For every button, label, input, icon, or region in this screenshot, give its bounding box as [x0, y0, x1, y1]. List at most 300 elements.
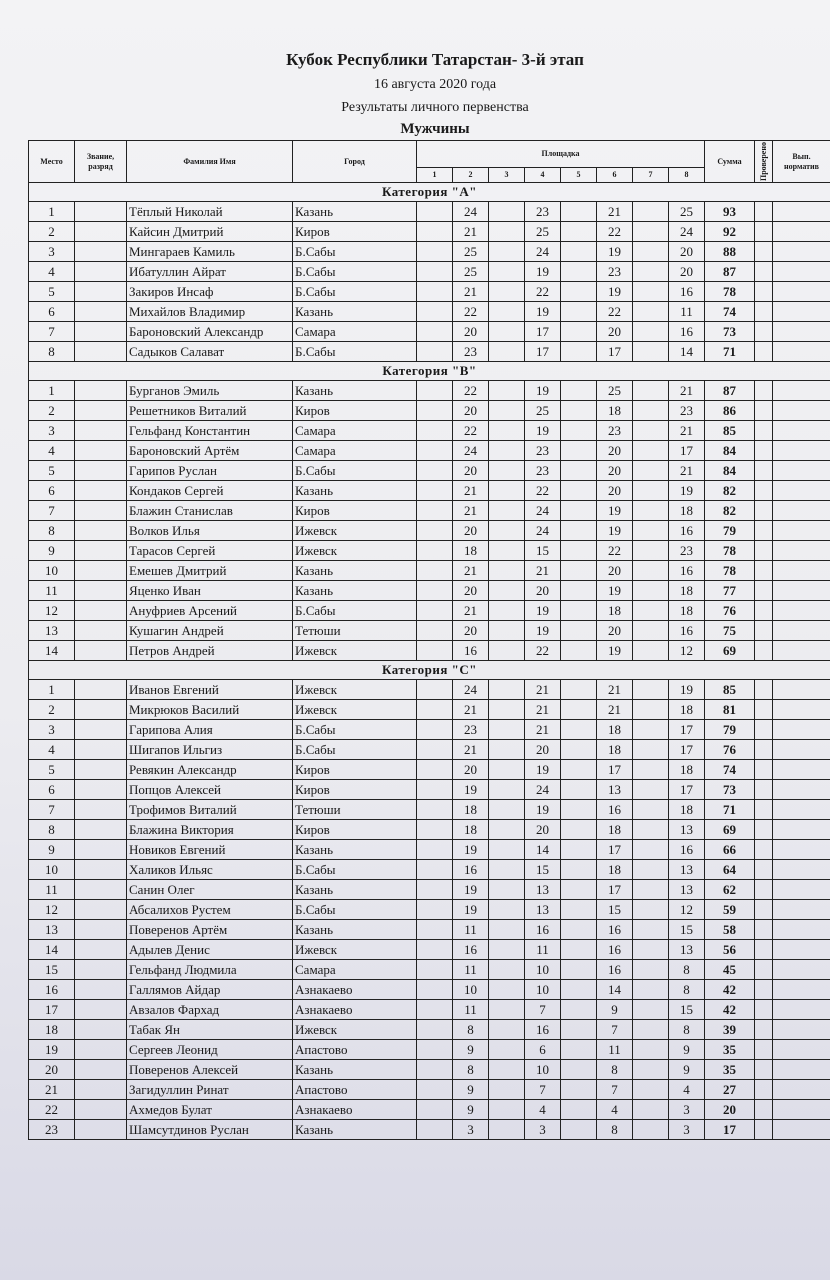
platform-score-cell — [489, 501, 525, 521]
name-cell: Мингараев Камиль — [127, 242, 293, 262]
rank-cell — [75, 960, 127, 980]
city-cell: Ижевск — [293, 541, 417, 561]
name-cell: Поверенов Артём — [127, 920, 293, 940]
place-cell: 11 — [29, 880, 75, 900]
platform-score-cell: 19 — [453, 880, 489, 900]
check-cell — [755, 1000, 773, 1020]
check-cell — [755, 541, 773, 561]
platform-score-cell: 22 — [597, 222, 633, 242]
platform-score-cell — [633, 202, 669, 222]
place-cell: 10 — [29, 561, 75, 581]
platform-score-cell: 15 — [669, 1000, 705, 1020]
city-cell: Апастово — [293, 1080, 417, 1100]
check-cell — [755, 1020, 773, 1040]
platform-score-cell — [633, 381, 669, 401]
platform-score-cell: 19 — [525, 601, 561, 621]
name-cell: Кайсин Дмитрий — [127, 222, 293, 242]
place-cell: 7 — [29, 322, 75, 342]
sum-cell: 20 — [705, 1100, 755, 1120]
check-cell — [755, 302, 773, 322]
table-row — [29, 760, 830, 780]
city-cell: Азнакаево — [293, 1000, 417, 1020]
platform-score-cell — [561, 561, 597, 581]
platform-score-cell — [561, 780, 597, 800]
sum-cell: 92 — [705, 222, 755, 242]
check-cell — [755, 461, 773, 481]
sum-cell: 84 — [705, 461, 755, 481]
platform-score-cell: 23 — [597, 262, 633, 282]
platform-score-cell — [417, 501, 453, 521]
name-cell: Петров Андрей — [127, 641, 293, 661]
platform-score-cell: 11 — [453, 1000, 489, 1020]
table-row — [29, 342, 830, 362]
platform-score-cell — [633, 840, 669, 860]
name-cell: Кушагин Андрей — [127, 621, 293, 641]
city-cell: Киров — [293, 760, 417, 780]
check-cell — [755, 561, 773, 581]
table-row — [29, 1040, 830, 1060]
platform-score-cell — [561, 1040, 597, 1060]
platform-score-cell: 18 — [453, 541, 489, 561]
platform-score-cell — [633, 561, 669, 581]
sum-cell: 69 — [705, 641, 755, 661]
name-cell: Шамсутдинов Руслан — [127, 1120, 293, 1140]
platform-score-cell — [633, 262, 669, 282]
norm-cell — [773, 980, 830, 1000]
rank-cell — [75, 1080, 127, 1100]
results-body — [29, 183, 830, 1140]
platform-score-cell: 16 — [597, 940, 633, 960]
platform-score-cell: 22 — [525, 282, 561, 302]
city-cell: Казань — [293, 581, 417, 601]
sum-cell: 17 — [705, 1120, 755, 1140]
name-cell: Шигапов Ильгиз — [127, 740, 293, 760]
platform-score-cell: 22 — [453, 302, 489, 322]
platform-score-cell: 19 — [525, 800, 561, 820]
platform-score-cell: 18 — [669, 800, 705, 820]
platform-score-cell — [417, 1100, 453, 1120]
platform-score-cell: 4 — [597, 1100, 633, 1120]
check-cell — [755, 521, 773, 541]
platform-score-cell — [489, 641, 525, 661]
city-cell: Казань — [293, 561, 417, 581]
rank-cell — [75, 501, 127, 521]
platform-score-cell: 20 — [453, 521, 489, 541]
platform-score-cell — [633, 1100, 669, 1120]
platform-score-cell — [633, 800, 669, 820]
place-cell: 3 — [29, 242, 75, 262]
city-cell: Б.Сабы — [293, 720, 417, 740]
platform-score-cell: 16 — [597, 800, 633, 820]
table-row — [29, 720, 830, 740]
platform-score-cell: 19 — [597, 501, 633, 521]
platform-score-cell: 16 — [453, 641, 489, 661]
platform-score-cell: 18 — [669, 760, 705, 780]
platform-score-cell: 11 — [453, 960, 489, 980]
platform-score-cell — [417, 1020, 453, 1040]
platform-score-cell: 10 — [525, 980, 561, 1000]
platform-score-cell: 21 — [525, 561, 561, 581]
sum-cell: 78 — [705, 282, 755, 302]
platform-score-cell: 16 — [453, 860, 489, 880]
platform-score-cell: 23 — [669, 401, 705, 421]
sum-cell: 58 — [705, 920, 755, 940]
rank-cell — [75, 1000, 127, 1020]
platform-score-cell: 21 — [453, 601, 489, 621]
platform-score-cell: 18 — [597, 401, 633, 421]
sum-cell: 86 — [705, 401, 755, 421]
platform-score-cell — [561, 860, 597, 880]
sum-cell: 59 — [705, 900, 755, 920]
platform-score-cell: 18 — [669, 501, 705, 521]
norm-cell — [773, 421, 830, 441]
city-cell: Азнакаево — [293, 980, 417, 1000]
platform-score-cell — [417, 521, 453, 541]
platform-score-cell: 10 — [453, 980, 489, 1000]
sum-cell: 39 — [705, 1020, 755, 1040]
platform-score-cell: 17 — [669, 740, 705, 760]
sum-cell: 74 — [705, 760, 755, 780]
platform-score-cell — [417, 800, 453, 820]
platform-score-cell: 16 — [669, 561, 705, 581]
table-row — [29, 780, 830, 800]
check-cell — [755, 1100, 773, 1120]
norm-cell — [773, 381, 830, 401]
platform-score-cell — [561, 760, 597, 780]
platform-score-cell: 14 — [597, 980, 633, 1000]
place-cell: 7 — [29, 501, 75, 521]
platform-score-cell — [489, 1040, 525, 1060]
platform-score-cell: 18 — [669, 700, 705, 720]
platform-score-cell — [417, 621, 453, 641]
rank-cell — [75, 481, 127, 501]
platform-score-cell — [633, 820, 669, 840]
platform-score-cell: 8 — [597, 1120, 633, 1140]
place-cell: 23 — [29, 1120, 75, 1140]
table-row — [29, 242, 830, 262]
norm-cell — [773, 900, 830, 920]
table-row — [29, 282, 830, 302]
norm-cell — [773, 940, 830, 960]
platform-score-cell — [561, 1060, 597, 1080]
platform-score-cell: 13 — [597, 780, 633, 800]
platform-score-cell — [561, 820, 597, 840]
sum-cell: 71 — [705, 800, 755, 820]
platform-score-cell — [633, 780, 669, 800]
platform-score-cell — [561, 680, 597, 700]
city-cell: Тетюши — [293, 621, 417, 641]
platform-score-cell: 20 — [525, 581, 561, 601]
platform-score-cell: 20 — [453, 322, 489, 342]
platform-score-cell — [561, 1000, 597, 1020]
sum-cell: 35 — [705, 1040, 755, 1060]
platform-score-cell — [489, 541, 525, 561]
table-row — [29, 900, 830, 920]
sum-cell: 64 — [705, 860, 755, 880]
platform-score-cell: 13 — [669, 940, 705, 960]
platform-score-cell: 20 — [453, 621, 489, 641]
platform-score-cell: 23 — [453, 342, 489, 362]
platform-score-cell — [417, 401, 453, 421]
norm-cell — [773, 960, 830, 980]
place-cell: 8 — [29, 820, 75, 840]
platform-score-cell: 18 — [597, 860, 633, 880]
sum-cell: 45 — [705, 960, 755, 980]
sum-cell: 66 — [705, 840, 755, 860]
place-cell: 11 — [29, 581, 75, 601]
name-cell: Сергеев Леонид — [127, 1040, 293, 1060]
platform-score-cell: 18 — [669, 581, 705, 601]
platform-score-cell: 17 — [597, 880, 633, 900]
name-cell: Бароновский Александр — [127, 322, 293, 342]
city-cell: Киров — [293, 401, 417, 421]
rank-cell — [75, 760, 127, 780]
platform-score-cell: 4 — [525, 1100, 561, 1120]
platform-score-cell — [633, 980, 669, 1000]
city-cell: Б.Сабы — [293, 342, 417, 362]
city-cell: Апастово — [293, 1040, 417, 1060]
city-cell: Самара — [293, 441, 417, 461]
platform-score-cell — [633, 601, 669, 621]
rank-cell — [75, 541, 127, 561]
name-cell: Михайлов Владимир — [127, 302, 293, 322]
norm-cell — [773, 561, 830, 581]
platform-score-cell — [633, 1040, 669, 1060]
platform-score-cell — [633, 940, 669, 960]
platform-score-cell: 21 — [669, 461, 705, 481]
rank-cell — [75, 641, 127, 661]
place-cell: 7 — [29, 800, 75, 820]
platform-score-cell: 13 — [669, 860, 705, 880]
platform-score-cell: 3 — [669, 1120, 705, 1140]
platform-score-cell — [489, 242, 525, 262]
platform-score-cell — [489, 1020, 525, 1040]
platform-score-cell: 21 — [597, 680, 633, 700]
platform-score-cell — [417, 282, 453, 302]
platform-score-cell: 25 — [453, 242, 489, 262]
table-row — [29, 1120, 830, 1140]
platform-score-cell — [489, 601, 525, 621]
platform-score-cell: 11 — [669, 302, 705, 322]
rank-cell — [75, 800, 127, 820]
norm-cell — [773, 1120, 830, 1140]
platform-score-cell: 20 — [597, 621, 633, 641]
place-cell: 2 — [29, 401, 75, 421]
place-cell: 3 — [29, 720, 75, 740]
rank-cell — [75, 421, 127, 441]
city-cell: Б.Сабы — [293, 601, 417, 621]
name-cell: Тарасов Сергей — [127, 541, 293, 561]
platform-score-cell: 17 — [597, 342, 633, 362]
platform-score-cell: 25 — [525, 222, 561, 242]
norm-cell — [773, 820, 830, 840]
rank-cell — [75, 202, 127, 222]
name-cell: Авзалов Фархад — [127, 1000, 293, 1020]
name-cell: Галлямов Айдар — [127, 980, 293, 1000]
platform-score-cell — [417, 202, 453, 222]
platform-score-cell — [561, 960, 597, 980]
check-cell — [755, 401, 773, 421]
platform-score-cell: 3 — [669, 1100, 705, 1120]
platform-score-cell — [561, 900, 597, 920]
norm-cell — [773, 740, 830, 760]
platform-score-cell — [561, 401, 597, 421]
platform-score-cell: 22 — [597, 302, 633, 322]
norm-cell — [773, 1000, 830, 1020]
platform-score-cell — [489, 621, 525, 641]
place-cell: 1 — [29, 202, 75, 222]
platform-score-cell: 8 — [453, 1020, 489, 1040]
sum-cell: 77 — [705, 581, 755, 601]
platform-score-cell — [561, 720, 597, 740]
norm-cell — [773, 222, 830, 242]
name-cell: Ревякин Александр — [127, 760, 293, 780]
platform-score-cell — [417, 461, 453, 481]
check-cell — [755, 780, 773, 800]
platform-score-cell: 13 — [669, 880, 705, 900]
platform-score-cell — [489, 521, 525, 541]
platform-score-cell: 18 — [597, 820, 633, 840]
city-cell: Б.Сабы — [293, 282, 417, 302]
platform-score-cell — [633, 860, 669, 880]
platform-score-cell: 21 — [453, 501, 489, 521]
platform-score-cell — [417, 222, 453, 242]
city-cell: Тетюши — [293, 800, 417, 820]
platform-score-cell — [633, 760, 669, 780]
check-cell — [755, 1040, 773, 1060]
platform-score-cell: 15 — [597, 900, 633, 920]
rank-cell — [75, 1120, 127, 1140]
table-row — [29, 920, 830, 940]
sum-cell: 84 — [705, 441, 755, 461]
sum-cell: 81 — [705, 700, 755, 720]
platform-score-cell — [417, 1040, 453, 1060]
check-cell — [755, 342, 773, 362]
platform-score-cell — [561, 1020, 597, 1040]
platform-score-cell: 7 — [525, 1080, 561, 1100]
platform-score-cell: 21 — [597, 700, 633, 720]
sum-cell: 82 — [705, 481, 755, 501]
norm-cell — [773, 800, 830, 820]
platform-score-cell — [561, 481, 597, 501]
platform-score-cell — [417, 960, 453, 980]
platform-score-cell: 23 — [453, 720, 489, 740]
category-header-row — [29, 661, 830, 680]
platform-score-cell — [633, 481, 669, 501]
platform-score-cell — [489, 1100, 525, 1120]
platform-score-cell — [417, 1120, 453, 1140]
norm-cell — [773, 1040, 830, 1060]
rank-cell — [75, 381, 127, 401]
name-cell: Поверенов Алексей — [127, 1060, 293, 1080]
platform-score-cell: 25 — [669, 202, 705, 222]
platform-score-cell — [561, 541, 597, 561]
norm-cell — [773, 860, 830, 880]
platform-score-cell — [561, 641, 597, 661]
platform-score-cell — [489, 920, 525, 940]
platform-score-cell: 23 — [525, 202, 561, 222]
platform-score-cell — [633, 641, 669, 661]
platform-score-cell — [489, 222, 525, 242]
col-norm: Вып. норматив — [773, 141, 830, 183]
platform-score-cell — [489, 820, 525, 840]
col-place: Место — [29, 141, 75, 183]
platform-score-cell: 25 — [525, 401, 561, 421]
platform-score-cell — [633, 222, 669, 242]
col-city: Город — [293, 141, 417, 183]
platform-score-cell: 23 — [525, 441, 561, 461]
sum-cell: 73 — [705, 322, 755, 342]
sum-cell: 56 — [705, 940, 755, 960]
platform-score-cell: 17 — [669, 780, 705, 800]
platform-score-cell — [489, 940, 525, 960]
platform-score-cell: 21 — [453, 740, 489, 760]
table-row — [29, 621, 830, 641]
platform-score-cell: 22 — [597, 541, 633, 561]
platform-score-cell — [489, 1000, 525, 1020]
category-title: Категория "А" — [29, 183, 830, 202]
platform-score-cell: 21 — [525, 720, 561, 740]
platform-score-cell: 15 — [669, 920, 705, 940]
table-row — [29, 1100, 830, 1120]
platform-score-cell — [489, 401, 525, 421]
rank-cell — [75, 342, 127, 362]
table-row — [29, 840, 830, 860]
norm-cell — [773, 262, 830, 282]
place-cell: 12 — [29, 601, 75, 621]
platform-number: 5 — [561, 168, 597, 183]
platform-score-cell: 9 — [453, 1040, 489, 1060]
name-cell: Решетников Виталий — [127, 401, 293, 421]
platform-score-cell: 23 — [669, 541, 705, 561]
check-cell — [755, 621, 773, 641]
norm-cell — [773, 880, 830, 900]
platform-score-cell: 16 — [525, 920, 561, 940]
platform-score-cell — [633, 920, 669, 940]
norm-cell — [773, 641, 830, 661]
table-row — [29, 641, 830, 661]
name-cell: Трофимов Виталий — [127, 800, 293, 820]
platform-score-cell — [561, 262, 597, 282]
norm-cell — [773, 202, 830, 222]
platform-score-cell: 6 — [525, 1040, 561, 1060]
check-cell — [755, 641, 773, 661]
platform-score-cell — [489, 282, 525, 302]
sum-cell: 85 — [705, 421, 755, 441]
platform-score-cell: 10 — [525, 1060, 561, 1080]
table-row — [29, 820, 830, 840]
city-cell: Казань — [293, 1120, 417, 1140]
platform-score-cell — [561, 980, 597, 1000]
platform-score-cell: 20 — [597, 481, 633, 501]
platform-score-cell: 18 — [669, 601, 705, 621]
sum-cell: 35 — [705, 1060, 755, 1080]
category-title: Категория "С" — [29, 661, 830, 680]
rank-cell — [75, 980, 127, 1000]
platform-score-cell — [417, 920, 453, 940]
norm-cell — [773, 700, 830, 720]
sum-cell: 42 — [705, 1000, 755, 1020]
platform-score-cell: 18 — [597, 740, 633, 760]
table-row — [29, 441, 830, 461]
place-cell: 4 — [29, 262, 75, 282]
city-cell: Самара — [293, 322, 417, 342]
sum-cell: 88 — [705, 242, 755, 262]
col-platform: Площадка — [417, 141, 705, 168]
platform-score-cell — [417, 262, 453, 282]
norm-cell — [773, 601, 830, 621]
platform-score-cell: 24 — [525, 780, 561, 800]
